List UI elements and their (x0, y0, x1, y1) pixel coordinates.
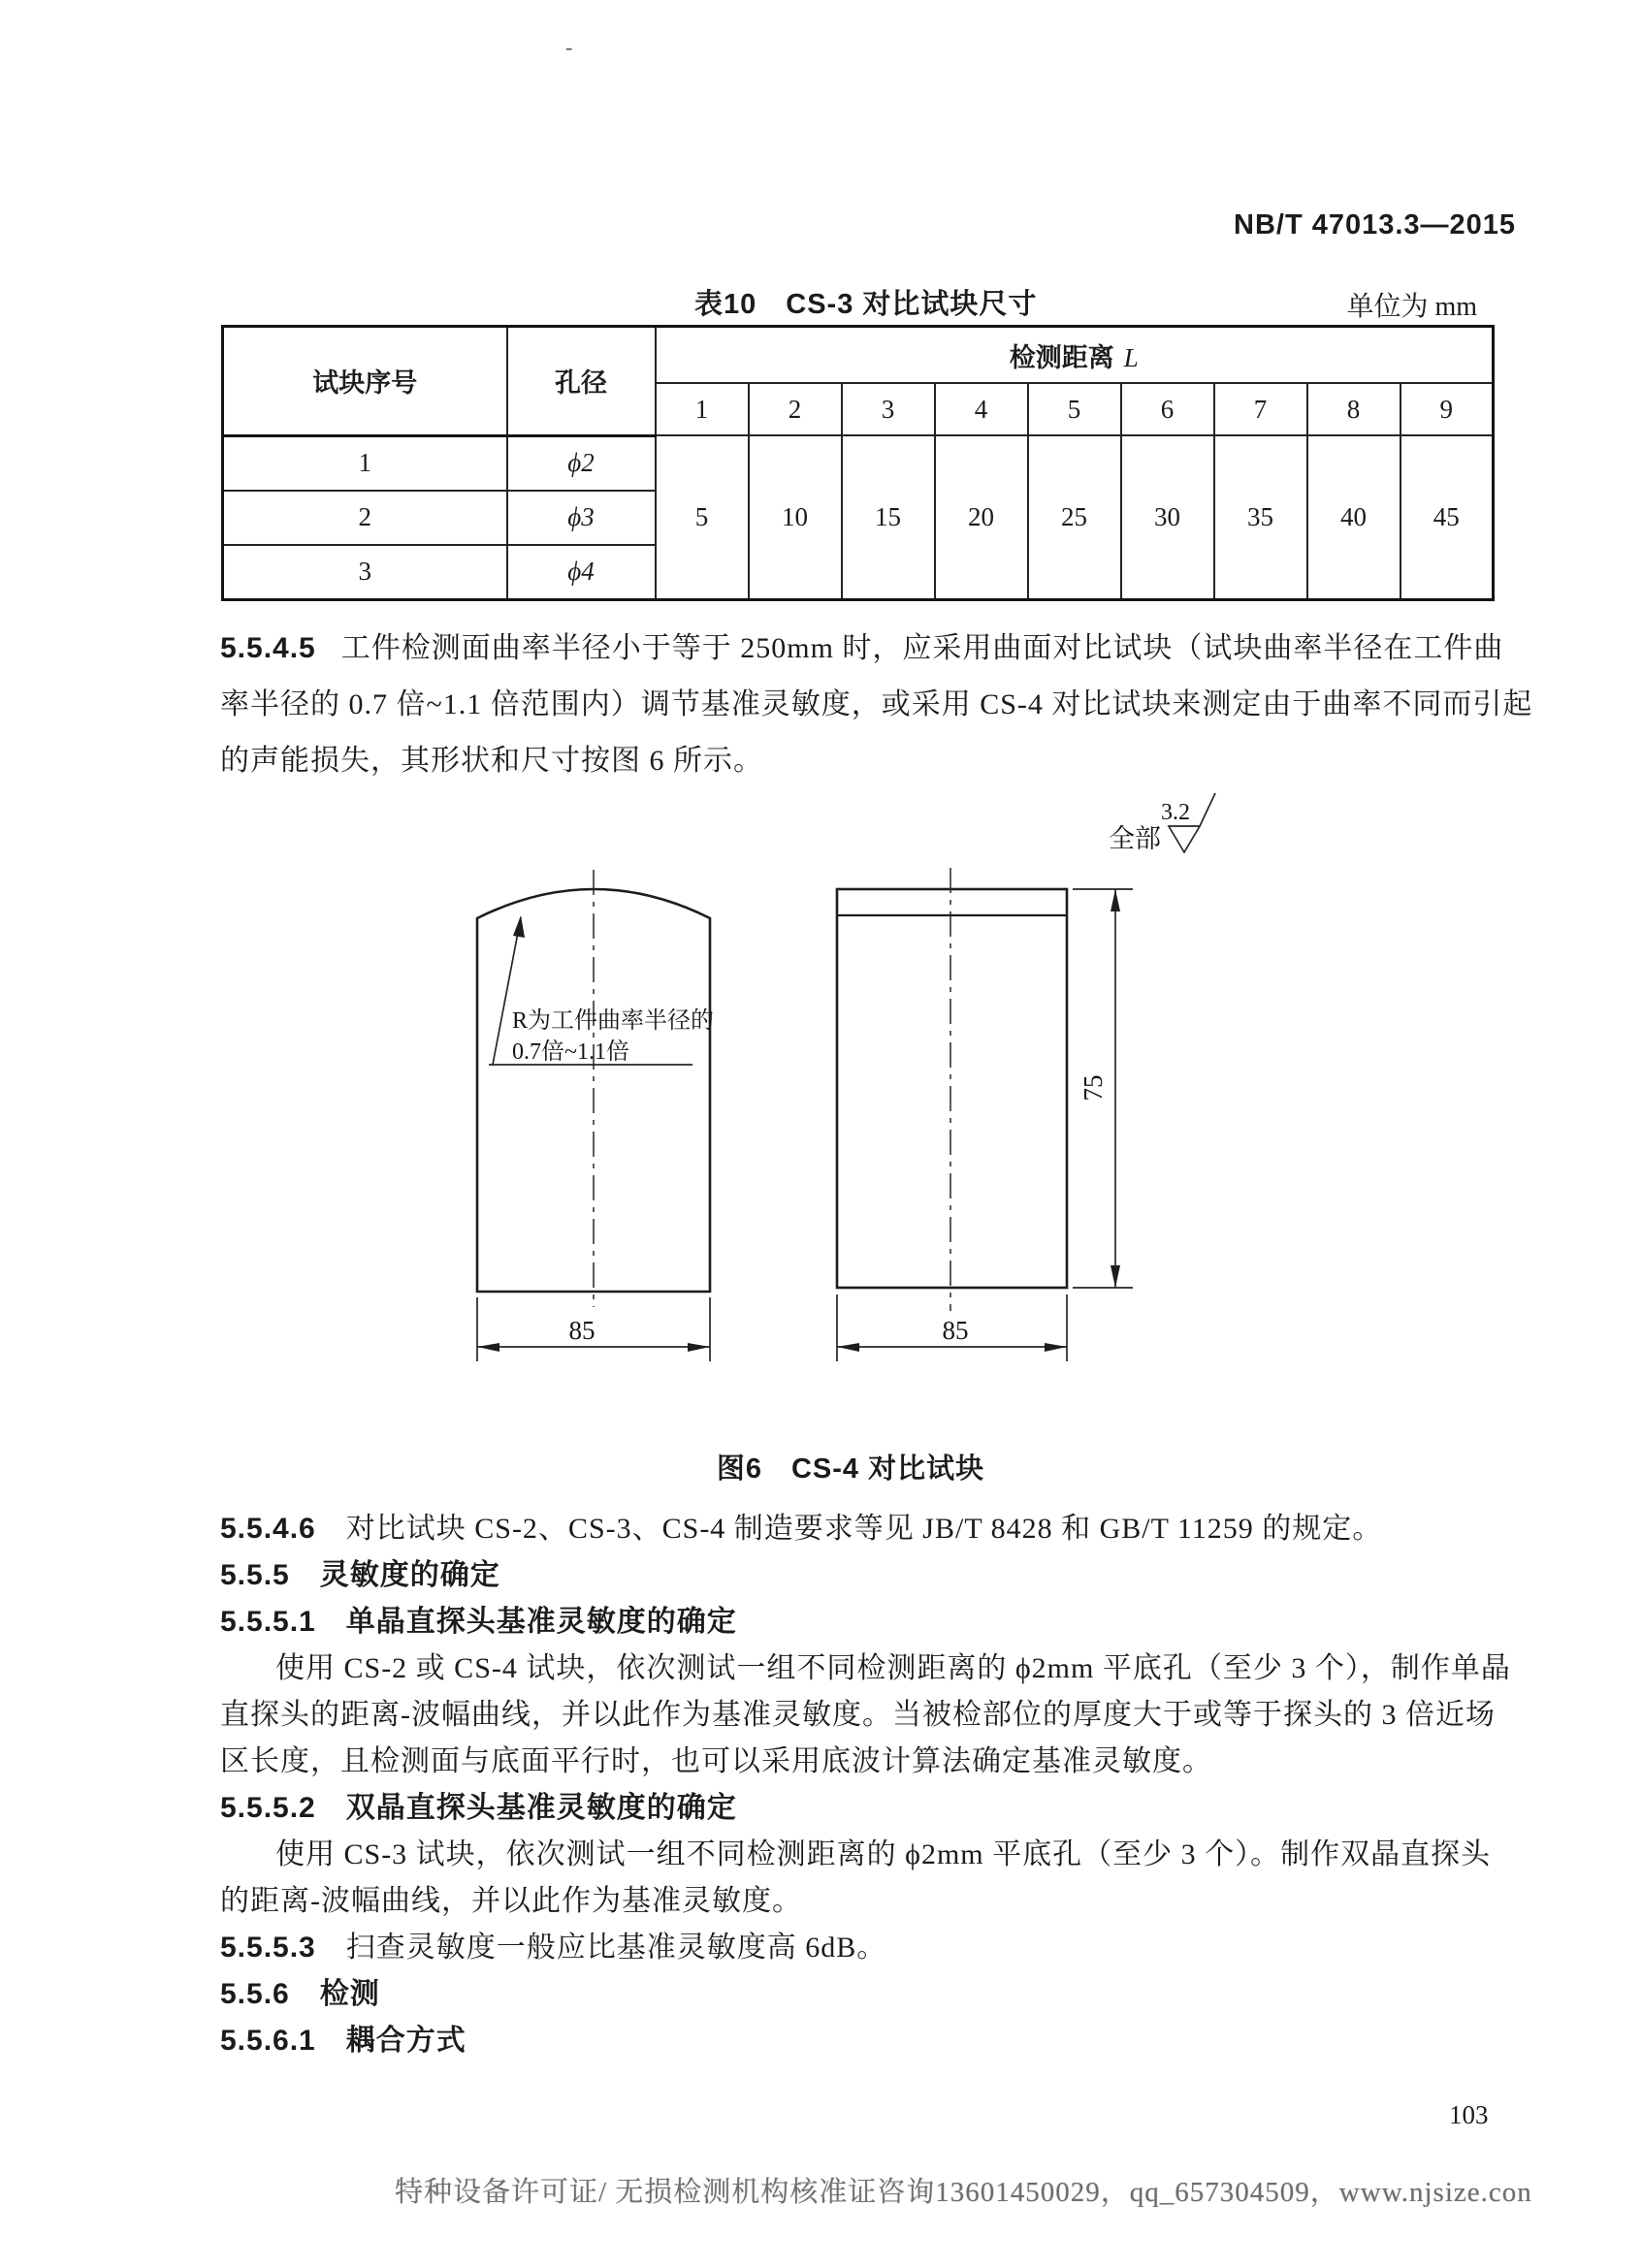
left-width-dim: 85 (568, 1316, 596, 1345)
clause-line (220, 1506, 1491, 1552)
hole-diameter-header: 孔径 (507, 327, 656, 436)
clause-number: 5.5.5.1 单晶直探头基准灵敏度的确定 (220, 1606, 737, 1638)
table-cs3-dimensions (221, 325, 1495, 601)
dim-arrowhead (477, 1343, 499, 1352)
specimen-no-cell: 2 (223, 491, 507, 545)
clause-text: 工件检测面曲率半径小于等于 250mm 时，应采用曲面对比试块（试块曲率半径在工件曲 (340, 632, 1504, 664)
specimen-no-cell: 1 (223, 435, 507, 491)
clause-number: 5.5.5.3 (220, 1932, 316, 1964)
table-row (223, 435, 1494, 491)
clause-line: 率半径的 0.7 倍~1.1 倍范围内）调节基准灵敏度，或采用 CS-4 对比试块来测定由于曲率不同而引起 (220, 688, 1533, 720)
hole-dia-cell: ϕ3 (507, 491, 656, 545)
distance-value-cell: 5 (656, 435, 749, 599)
footer-watermark: 特种设备许可证/ 无损检测机构核准证咨询13601450029，qq_657304509，www.njsize.con (395, 2177, 1532, 2208)
distance-col-header: 2 (749, 383, 842, 435)
distance-col-header: 4 (935, 383, 1028, 435)
body-text: 区长度，且检测面与底面平行时，也可以采用底波计算法确定基准灵敏度。 (220, 1745, 1212, 1777)
clause-5.5.4.5 (220, 621, 1533, 789)
distance-col-header: 6 (1121, 383, 1214, 435)
body-line (220, 1832, 1491, 1878)
dim-arrowhead (688, 1343, 710, 1352)
standard-code: NB/T 47013.3—2015 (1234, 209, 1517, 240)
body-line (220, 1645, 1511, 1692)
distance-value-cell: 10 (749, 435, 842, 599)
specimen-header: 试块序号 (223, 327, 507, 436)
body-line (220, 1739, 1491, 1785)
clause-heading (220, 1785, 1491, 1832)
clause-line (220, 621, 1504, 677)
distance-col-header: 5 (1028, 383, 1121, 435)
right-height-dim: 75 (1079, 1074, 1108, 1102)
roughness-value: 3.2 (1161, 800, 1190, 825)
clause-number: 5.5.6 检测 (220, 1978, 380, 2010)
clause-number: 5.5.6.1 耦合方式 (220, 2025, 467, 2057)
radius-arrowhead (513, 915, 525, 938)
body-text: 使用 CS-2 或 CS-4 试块，依次测试一组不同检测距离的 ϕ2mm 平底孔（至少 3 个），制作单晶 (275, 1652, 1511, 1684)
body-text: 直探头的距离-波幅曲线，并以此作为基准灵敏度。当被检部位的厚度大于或等于探头的 3 倍近场 (220, 1699, 1496, 1731)
table-title: 表10 CS-3 对比试块尺寸 (694, 289, 1038, 320)
clause-number: 5.5.5 灵敏度的确定 (220, 1559, 500, 1591)
clause-text: 对比试块 CS-2、CS-3、CS-4 制造要求等见 JB/T 8428 和 GB/T 11259 的规定。 (315, 1513, 1383, 1545)
detect-distance-header (656, 327, 1494, 384)
distance-value-cell: 40 (1307, 435, 1401, 599)
figure-caption: 图6 CS-4 对比试块 (716, 1453, 985, 1485)
clause-number: 5.5.5.2 双晶直探头基准灵敏度的确定 (220, 1792, 737, 1824)
distance-value-cell: 20 (935, 435, 1028, 599)
distance-col-header: 3 (842, 383, 935, 435)
clause-heading (220, 1971, 1491, 2018)
clause-heading (220, 1599, 1491, 1645)
dim-arrowhead (837, 1343, 859, 1352)
distance-value-cell: 45 (1401, 435, 1494, 599)
page-number: 103 (1449, 2100, 1489, 2129)
figure-6-drawing (427, 781, 1241, 1377)
roughness-triangle-icon (1169, 826, 1200, 852)
clause-heading (220, 2018, 1491, 2064)
body-text: 的距离-波幅曲线，并以此作为基准灵敏度。 (220, 1885, 802, 1917)
distance-value-cell: 25 (1028, 435, 1121, 599)
detect-distance-label: 检测距离 (1009, 342, 1114, 372)
dim-arrowhead (1111, 1265, 1120, 1288)
clause-number: 5.5.4.5 (220, 632, 316, 664)
clause-line (220, 1925, 1491, 1971)
detect-distance-symbol: L (1123, 342, 1139, 372)
clause-line: 的声能损失，其形状和尺寸按图 6 所示。 (220, 745, 763, 777)
roughness-slash-icon (1200, 793, 1215, 826)
distance-value-cell: 15 (842, 435, 935, 599)
radius-note-line2: 0.7倍~1.1倍 (512, 1039, 629, 1065)
body-line (220, 1692, 1496, 1739)
distance-value-cell: 30 (1121, 435, 1214, 599)
rect-block-outline (837, 889, 1067, 1288)
distance-col-header: 8 (1307, 383, 1401, 435)
body-line (220, 1878, 1491, 1925)
distance-col-header: 7 (1214, 383, 1307, 435)
hole-dia-cell: ϕ4 (507, 545, 656, 600)
hole-dia-cell: ϕ2 (507, 435, 656, 491)
roughness-scope-label: 全部 (1109, 824, 1161, 853)
body-text: 使用 CS-3 试块，依次测试一组不同检测距离的 ϕ2mm 平底孔（至少 3 个）。制作双晶直探头 (275, 1838, 1492, 1870)
unit-label: 单位为 mm (1346, 292, 1477, 322)
clause-heading (220, 1552, 1491, 1599)
dim-arrowhead (1045, 1343, 1067, 1352)
clause-number: 5.5.4.6 (220, 1513, 316, 1545)
distance-col-header: 1 (656, 383, 749, 435)
top-page-mark: - (565, 35, 573, 59)
body-text-block (220, 1506, 1511, 2064)
radius-note-line1: R为工件曲率半径的 (512, 1008, 715, 1034)
distance-value-cell: 35 (1214, 435, 1307, 599)
right-width-dim: 85 (942, 1316, 969, 1345)
specimen-no-cell: 3 (223, 545, 507, 600)
dim-arrowhead (1111, 889, 1120, 911)
clause-text: 扫查灵敏度一般应比基准灵敏度高 6dB。 (315, 1932, 887, 1964)
distance-col-header: 9 (1401, 383, 1494, 435)
